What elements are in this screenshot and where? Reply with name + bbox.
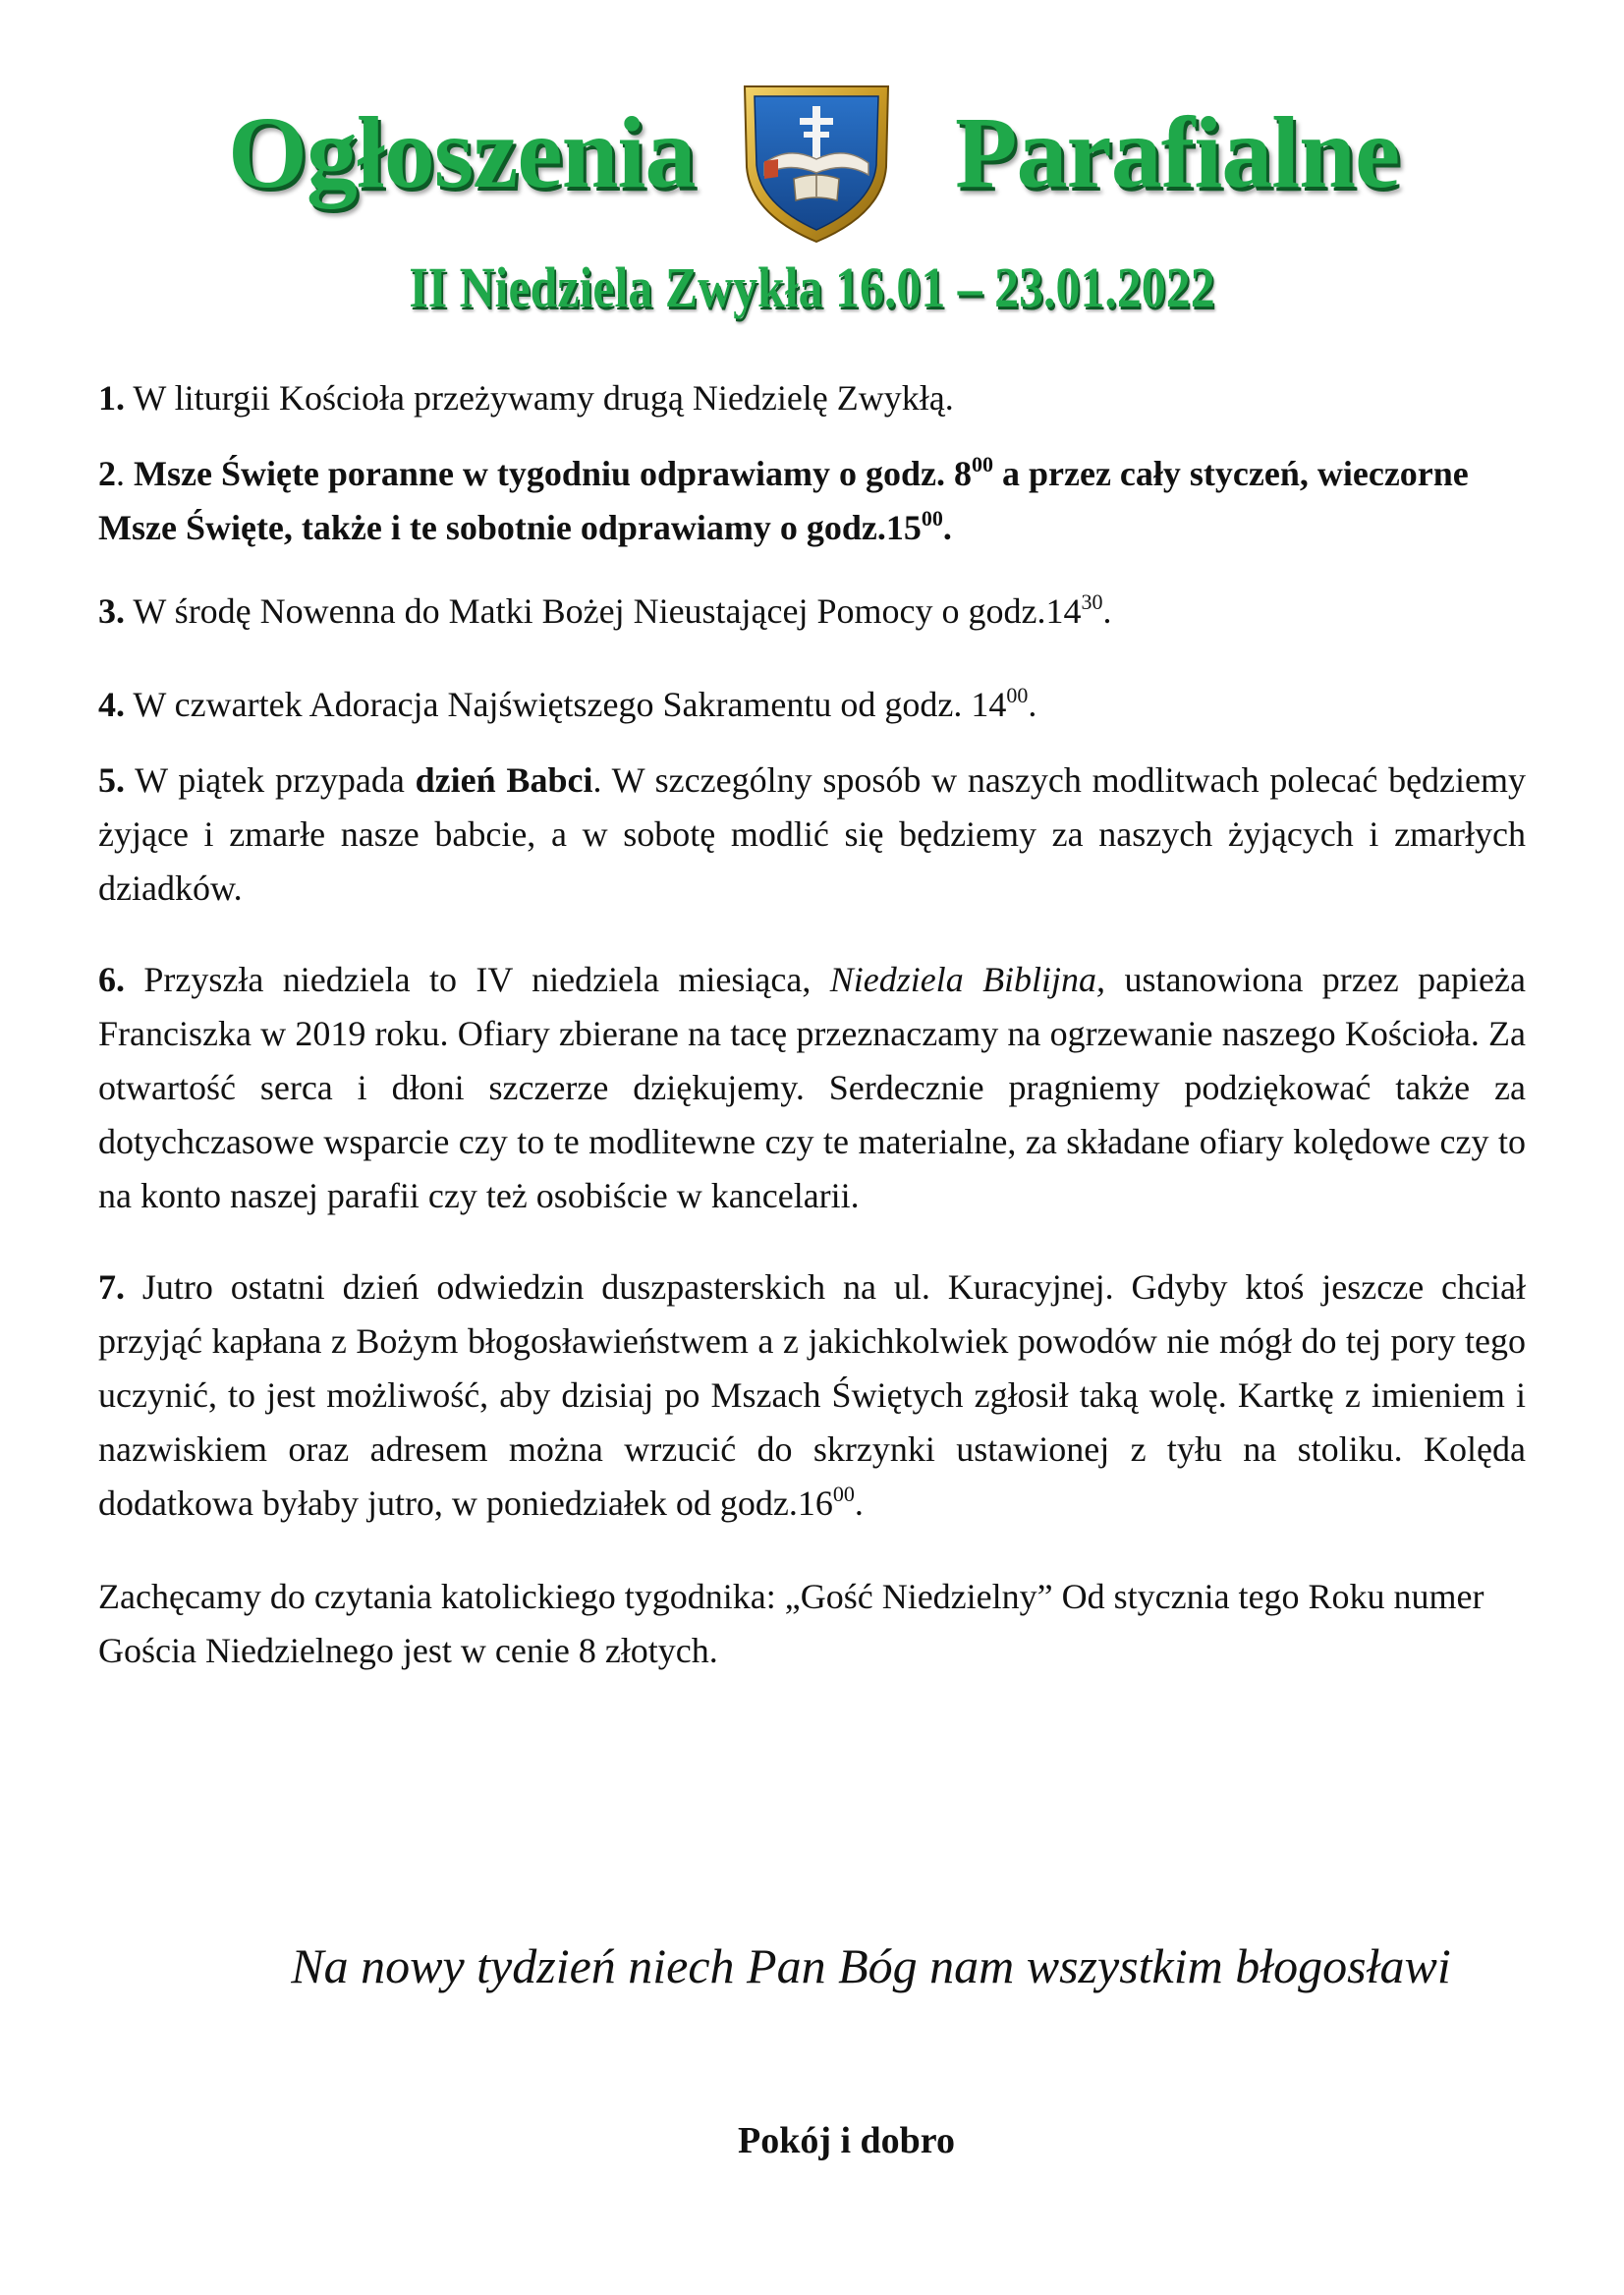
item-text: W piątek przypada (125, 760, 416, 800)
announcement-item-3 (98, 585, 1526, 639)
time-superscript: 00 (832, 1482, 855, 1506)
item-end: . (942, 508, 952, 547)
item-italic-text: Niedziela Biblijna, (829, 960, 1106, 999)
item-text-continued: ustanowiona przez papieża Franciszka w 2019 roku. Ofiary zbierane na tacę przeznaczamy na ogrzewanie naszego Kościoła. Za otwartość serca i dłoni szczerze dziękujemy. Serdecznie pragniemy podziękować także za dotychczasowe wsparcie czy to te modlitewne czy te materialne, za składane ofiary kolędowe czy to na konto naszej parafii czy też osobiście w kancelarii. (98, 960, 1526, 1215)
time-superscript: 30 (1081, 589, 1103, 614)
subtitle: II Niedziela Zwykła 16.01 – 23.01.2022 (409, 255, 1215, 319)
item-separator: . (116, 454, 134, 493)
newspaper-note: Zachęcamy do czytania katolickiego tygodnika: „Gość Niedzielny” Od stycznia tego Roku numer Gościa Niedzielnego jest w cenie 8 złotych. (98, 1577, 1484, 1670)
item-end: . (1102, 591, 1112, 631)
announcement-item-7 (98, 1260, 1526, 1531)
header (0, 77, 1624, 263)
item-number: 6. (98, 960, 125, 999)
title-right: Parafialne (955, 96, 1400, 209)
item-number: 2 (98, 454, 116, 493)
item-text: W liturgii Kościoła przeżywamy drugą Niedzielę Zwykłą. (125, 378, 954, 418)
item-end: . (1028, 685, 1037, 724)
time-superscript: 00 (921, 506, 943, 531)
item-text-continued: a przez cały styczeń, wieczorne Msze Święte, także i te sobotnie odprawiamy o godz.15 (98, 454, 1469, 547)
item-number: 3. (98, 591, 125, 631)
item-number: 4. (98, 685, 125, 724)
announcements-list (98, 371, 1526, 1678)
item-text: Jutro ostatni dzień odwiedzin duszpasterskich na ul. Kuracyjnej. Gdyby ktoś jeszcze chciał przyjąć kapłana z Bożym błogosławieństwem a z jakichkolwiek powodów nie mógł do tej pory tego uczynić, to jest możliwość, aby dzisiaj po Mszach Świętych zgłosił taką wolę. Kartkę z imieniem i nazwiskiem oraz adresem można wrzucić do skrzynki ustawionej z tyłu na stoliku. Kolęda dodatkowa byłaby jutro, w poniedziałek od godz.16 (98, 1267, 1526, 1523)
item-end: . (854, 1483, 864, 1523)
announcement-item-4 (98, 678, 1526, 732)
item-text-continued: . W szczególny sposób w naszych modlitwach polecać będziemy żyjące i zmarłe nasze babcie, a w sobotę modlić się będziemy za naszych żyjących i zmarłych dziadków. (98, 760, 1527, 908)
title-left: Ogłoszenia (228, 96, 696, 209)
item-text: Przyszła niedziela to IV niedziela miesiąca, (125, 960, 830, 999)
item-text: W środę Nowenna do Matki Bożej Nieustającej Pomocy o godz.14 (125, 591, 1082, 631)
announcement-item-2 (98, 447, 1526, 555)
blessing: Na nowy tydzień niech Pan Bóg nam wszystkim błogosławi (291, 1938, 1451, 1993)
announcement-item-1 (98, 371, 1526, 425)
item-text: Msze Święte poranne w tygodniu odprawiamy o godz. 8 (134, 454, 972, 493)
time-superscript: 00 (1006, 683, 1029, 707)
time-superscript: 00 (972, 452, 993, 476)
closing-greeting: Pokój i dobro (737, 2120, 955, 2161)
announcement-item-6 (98, 953, 1526, 1223)
item-number: 7. (98, 1267, 125, 1307)
item-number: 1. (98, 378, 125, 418)
item-number: 5. (98, 760, 125, 800)
parish-crest-icon (739, 77, 894, 246)
item-text: W czwartek Adoracja Najświętszego Sakramentu od godz. 14 (125, 685, 1007, 724)
announcement-item-5 (98, 754, 1526, 916)
item-bold-text: dzień Babci (415, 760, 593, 800)
